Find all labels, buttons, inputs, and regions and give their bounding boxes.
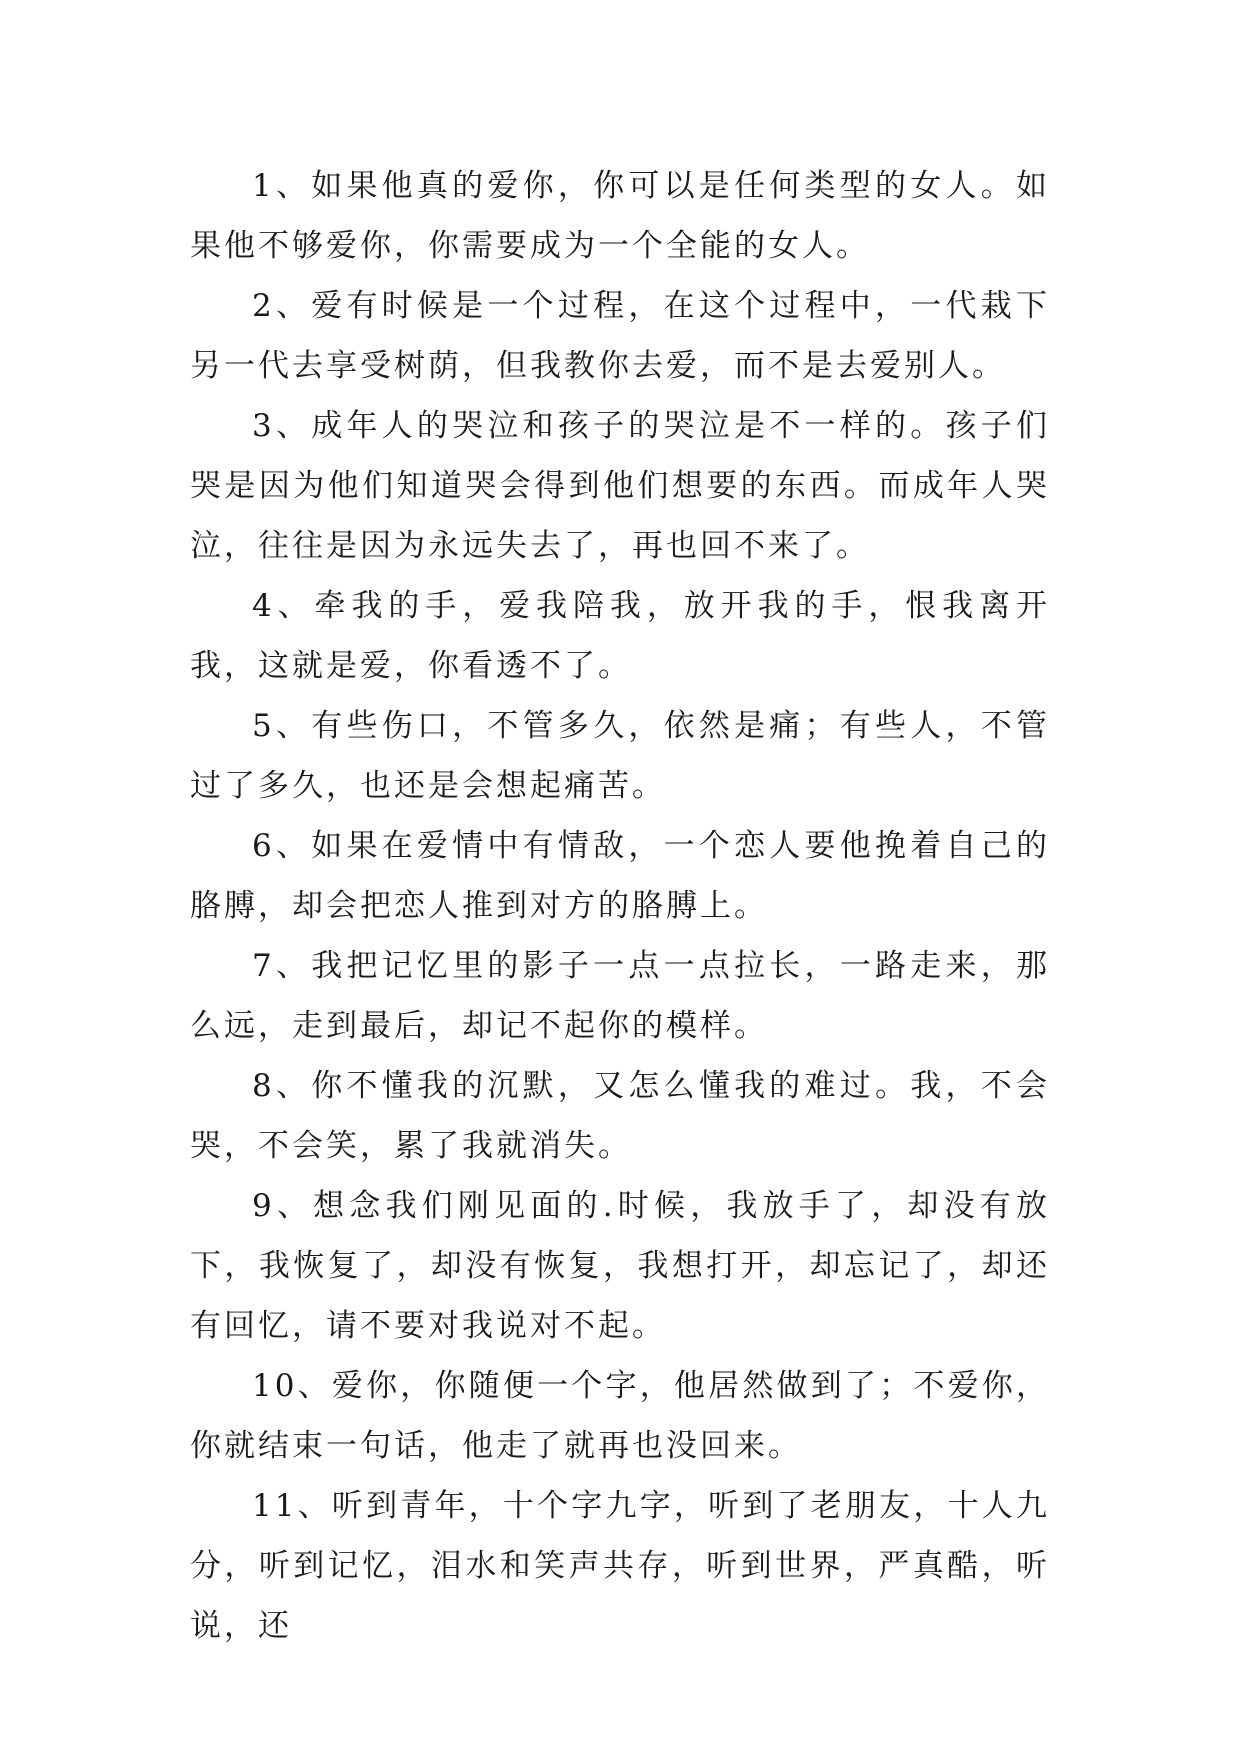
document-body <box>190 156 1050 1656</box>
paragraph-4: 4、牵我的手，爱我陪我，放开我的手，恨我离开我，这就是爱，你看透不了。 <box>190 588 1050 684</box>
paragraph-6: 6、如果在爱情中有情敌，一个恋人要他挽着自己的胳膊，却会把恋人推到对方的胳膊上。 <box>190 828 1050 924</box>
paragraph-9: 9、想念我们刚见面的.时候，我放手了，却没有放下，我恢复了，却没有恢复，我想打开，却忘记了，却还有回忆，请不要对我说对不起。 <box>190 1188 1050 1344</box>
paragraph-1: 1、如果他真的爱你，你可以是任何类型的女人。如果他不够爱你，你需要成为一个全能的女人。 <box>190 168 1050 264</box>
paragraph-7: 7、我把记忆里的影子一点一点拉长，一路走来，那么远，走到最后，却记不起你的模样。 <box>190 948 1050 1044</box>
paragraph-2: 2、爱有时候是一个过程，在这个过程中，一代栽下另一代去享受树荫，但我教你去爱，而不是去爱别人。 <box>190 288 1050 384</box>
paragraph-3: 3、成年人的哭泣和孩子的哭泣是不一样的。孩子们哭是因为他们知道哭会得到他们想要的东西。而成年人哭泣，往往是因为永远失去了，再也回不来了。 <box>190 408 1050 564</box>
paragraph-5: 5、有些伤口，不管多久，依然是痛；有些人，不管过了多久，也还是会想起痛苦。 <box>190 708 1050 804</box>
paragraph-10: 10、爱你，你随便一个字，他居然做到了；不爱你，你就结束一句话，他走了就再也没回来。 <box>190 1368 1050 1464</box>
paragraph-11: 11、听到青年，十个字九字，听到了老朋友，十人九分，听到记忆，泪水和笑声共存，听到世界，严真酷，听说，还 <box>190 1488 1050 1644</box>
paragraph-8: 8、你不懂我的沉默，又怎么懂我的难过。我，不会哭，不会笑，累了我就消失。 <box>190 1068 1050 1164</box>
